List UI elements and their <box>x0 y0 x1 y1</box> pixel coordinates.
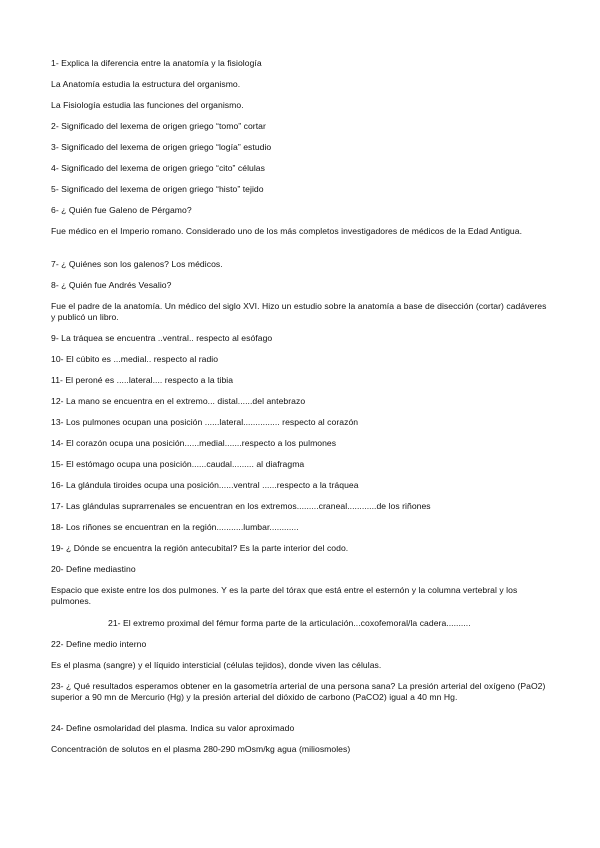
answer-1b: La Fisiología estudia las funciones del organismo. <box>51 100 244 110</box>
answer-24: Concentración de solutos en el plasma 280-290 mOsm/kg agua (miliosmoles) <box>51 744 351 754</box>
question-10: 10- El cúbito es ...medial.. respecto al radio <box>51 354 219 364</box>
question-23: 23- ¿ Qué resultados esperamos obtener en la gasometría arterial de una persona sana? La presión arterial del oxígeno (PaO2) superior a 90 mn de Mercurio (Hg) y la presión arterial del dióxido de carbono (PaCO2) igual a 40 mn Hg. <box>51 681 546 702</box>
answer-20: Espacio que existe entre los dos pulmones. Y es la parte del tórax que está entre el esternón y la columna vertebral y los pulmones. <box>51 585 518 606</box>
question-2: 2- Significado del lexema de origen griego “tomo” cortar <box>51 121 266 131</box>
question-19: 19- ¿ Dónde se encuentra la región antecubital? Es la parte interior del codo. <box>51 543 349 553</box>
question-7: 7- ¿ Quiénes son los galenos? Los médicos. <box>51 259 223 269</box>
question-9: 9- La tráquea se encuentra ..ventral.. respecto al esófago <box>51 333 273 343</box>
answer-8: Fue el padre de la anatomía. Un médico del siglo XVI. Hizo un estudio sobre la anatomía a base de disección (cortar) cadáveres y publicó un libro. <box>51 301 547 322</box>
question-16: 16- La glándula tiroides ocupa una posición......ventral ......respecto a la tráquea <box>51 480 359 490</box>
question-18: 18- Los riñones se encuentran en la región...........lumbar............ <box>51 522 299 532</box>
question-21: 21- El extremo proximal del fémur forma parte de la articulación...coxofemoral/la cadera.......... <box>108 618 471 628</box>
question-22: 22- Define medio interno <box>51 639 147 649</box>
question-17: 17- Las glándulas suprarrenales se encuentran en los extremos.........craneal............de los riñones <box>51 501 431 511</box>
question-3: 3- Significado del lexema de origen griego “logía” estudio <box>51 142 272 152</box>
question-6: 6- ¿ Quién fue Galeno de Pérgamo? <box>51 205 192 215</box>
question-24: 24- Define osmolaridad del plasma. Indica su valor aproximado <box>51 723 295 733</box>
question-1: 1- Explica la diferencia entre la anatomía y la fisiología <box>51 58 262 68</box>
question-15: 15- El estómago ocupa una posición......caudal......... al diafragma <box>51 459 305 469</box>
question-4: 4- Significado del lexema de origen griego “cito” células <box>51 163 265 173</box>
question-13: 13- Los pulmones ocupan una posición ......lateral............... respecto al corazón <box>51 417 359 427</box>
question-11: 11- El peroné es .....lateral.... respecto a la tibia <box>51 375 234 385</box>
question-8: 8- ¿ Quién fue Andrés Vesalio? <box>51 280 172 290</box>
answer-22: Es el plasma (sangre) y el líquido intersticial (células tejidos), donde viven las células. <box>51 660 382 670</box>
question-5: 5- Significado del lexema de origen griego “histo” tejido <box>51 184 264 194</box>
question-12: 12- La mano se encuentra en el extremo... distal......del antebrazo <box>51 396 306 406</box>
question-20: 20- Define mediastino <box>51 564 136 574</box>
question-14: 14- El corazón ocupa una posición......medial.......respecto a los pulmones <box>51 438 337 448</box>
answer-1a: La Anatomía estudia la estructura del organismo. <box>51 79 241 89</box>
answer-6: Fue médico en el Imperio romano. Considerado uno de los más completos investigadores de médicos de la Edad Antigua. <box>51 226 523 236</box>
